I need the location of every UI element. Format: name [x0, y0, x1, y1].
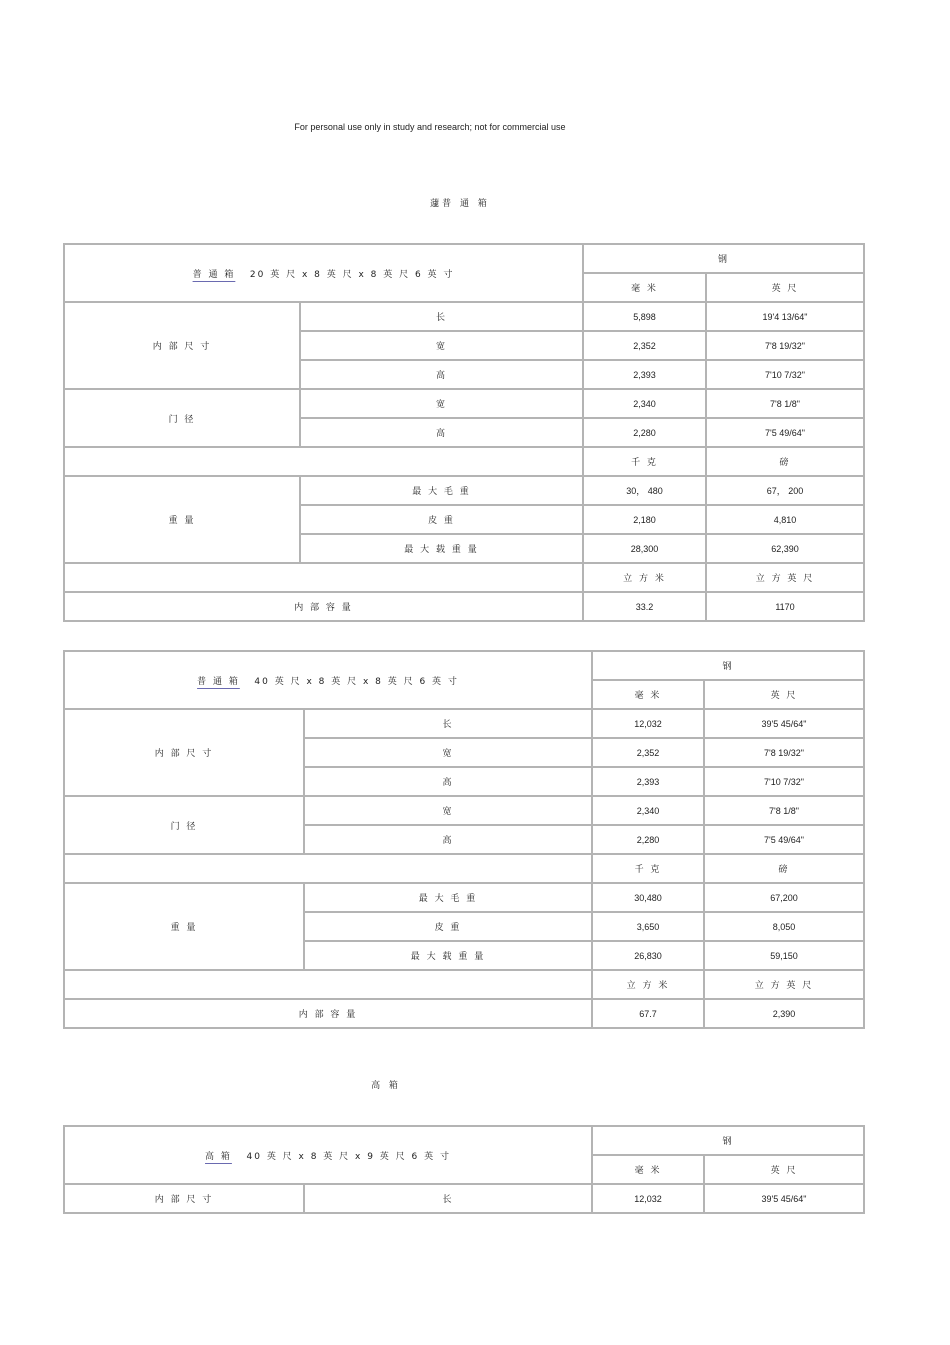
internal-dimensions-label: 内 部 尺 寸 [64, 709, 304, 796]
capacity-ft3: 1170 [706, 592, 864, 621]
gross-weight-label: 最 大 毛 重 [300, 476, 583, 505]
unit-mm-header: 毫 米 [592, 680, 704, 709]
payload-label: 最 大 载 重 量 [300, 534, 583, 563]
spec-table-20ft [63, 243, 865, 622]
unit-ft-header: 英 尺 [704, 680, 864, 709]
height-label: 高 [300, 360, 583, 389]
tare-weight-label: 皮 重 [300, 505, 583, 534]
table-title [64, 651, 592, 709]
weight-label: 重 量 [64, 476, 300, 563]
door-opening-label: 门 径 [64, 796, 304, 854]
height-label: 高 [304, 767, 592, 796]
material-header: 钢 [583, 244, 864, 273]
door-height-label: 高 [300, 418, 583, 447]
material-header: 钢 [592, 1126, 864, 1155]
length-ft: 39'5 45/64" [704, 709, 864, 738]
unit-ft-header: 英 尺 [706, 273, 864, 302]
gross-weight-label: 最 大 毛 重 [304, 883, 592, 912]
title-main: 普 通 箱 [192, 269, 236, 280]
internal-dimensions-label: 内 部 尺 寸 [64, 302, 300, 389]
unit-mm-header: 毫 米 [583, 273, 706, 302]
weight-label: 重 量 [64, 883, 304, 970]
title-dimensions: 40 英 尺 x 8 英 尺 x 9 英 尺 6 英 寸 [246, 1151, 451, 1162]
unit-kg-header: 千 克 [592, 854, 704, 883]
width-label: 宽 [304, 738, 592, 767]
tare-weight-kg: 2,180 [583, 505, 706, 534]
door-height-label: 高 [304, 825, 592, 854]
blank-cell [64, 563, 583, 592]
length-label: 长 [304, 709, 592, 738]
unit-mm-header: 毫 米 [592, 1155, 704, 1184]
length-label: 长 [304, 1184, 592, 1213]
gross-weight-lb: 67， 200 [706, 476, 864, 505]
length-mm: 5,898 [583, 302, 706, 331]
width-ft: 7'8 19/32" [706, 331, 864, 360]
door-opening-label: 门 径 [64, 389, 300, 447]
internal-dimensions-label: 内 部 尺 寸 [64, 1184, 304, 1213]
title-main: 普 通 箱 [197, 676, 240, 687]
table-title [64, 1126, 592, 1184]
title-main: 高 箱 [205, 1151, 232, 1162]
tare-weight-label: 皮 重 [304, 912, 592, 941]
door-width-label: 宽 [304, 796, 592, 825]
table-title [64, 244, 583, 302]
height-mm: 2,393 [583, 360, 706, 389]
title-dimensions: 20 英 尺 x 8 英 尺 x 8 英 尺 6 英 寸 [249, 269, 455, 280]
door-height-ft: 7'5 49/64" [704, 825, 864, 854]
payload-label: 最 大 载 重 量 [304, 941, 592, 970]
unit-ft3-header: 立 方 英 尺 [706, 563, 864, 592]
capacity-label: 内 部 容 量 [64, 999, 592, 1028]
unit-m3-header: 立 方 米 [583, 563, 706, 592]
section-heading-standard: 蘧普 通 箱 [430, 199, 490, 209]
unit-ft-header: 英 尺 [704, 1155, 864, 1184]
door-width-ft: 7'8 1/8" [706, 389, 864, 418]
tare-weight-kg: 3,650 [592, 912, 704, 941]
length-ft: 19'4 13/64" [706, 302, 864, 331]
capacity-m3: 67.7 [592, 999, 704, 1028]
door-width-mm: 2,340 [583, 389, 706, 418]
length-ft: 39'5 45/64" [704, 1184, 864, 1213]
width-ft: 7'8 19/32" [704, 738, 864, 767]
door-height-ft: 7'5 49/64" [706, 418, 864, 447]
width-mm: 2,352 [592, 738, 704, 767]
length-mm: 12,032 [592, 1184, 704, 1213]
gross-weight-kg: 30， 480 [583, 476, 706, 505]
capacity-m3: 33.2 [583, 592, 706, 621]
usage-notice: For personal use only in study and research; not for commercial use [294, 122, 566, 132]
unit-lb-header: 磅 [704, 854, 864, 883]
door-width-mm: 2,340 [592, 796, 704, 825]
spec-table-40ft [63, 650, 865, 1029]
blank-cell [64, 970, 592, 999]
width-label: 宽 [300, 331, 583, 360]
door-width-ft: 7'8 1/8" [704, 796, 864, 825]
unit-ft3-header: 立 方 英 尺 [704, 970, 864, 999]
payload-kg: 26,830 [592, 941, 704, 970]
door-height-mm: 2,280 [583, 418, 706, 447]
tare-weight-lb: 8,050 [704, 912, 864, 941]
payload-lb: 62,390 [706, 534, 864, 563]
unit-kg-header: 千 克 [583, 447, 706, 476]
length-label: 长 [300, 302, 583, 331]
section-heading-high-cube: 高 箱 [371, 1081, 401, 1091]
material-header: 钢 [592, 651, 864, 680]
length-mm: 12,032 [592, 709, 704, 738]
door-width-label: 宽 [300, 389, 583, 418]
capacity-ft3: 2,390 [704, 999, 864, 1028]
height-ft: 7'10 7/32" [704, 767, 864, 796]
gross-weight-lb: 67,200 [704, 883, 864, 912]
capacity-label: 内 部 容 量 [64, 592, 583, 621]
payload-kg: 28,300 [583, 534, 706, 563]
payload-lb: 59,150 [704, 941, 864, 970]
title-dimensions: 40 英 尺 x 8 英 尺 x 8 英 尺 6 英 寸 [254, 676, 459, 687]
tare-weight-lb: 4,810 [706, 505, 864, 534]
height-mm: 2,393 [592, 767, 704, 796]
height-ft: 7'10 7/32" [706, 360, 864, 389]
blank-cell [64, 854, 592, 883]
unit-m3-header: 立 方 米 [592, 970, 704, 999]
width-mm: 2,352 [583, 331, 706, 360]
door-height-mm: 2,280 [592, 825, 704, 854]
unit-lb-header: 磅 [706, 447, 864, 476]
gross-weight-kg: 30,480 [592, 883, 704, 912]
spec-table-high-cube [63, 1125, 865, 1214]
blank-cell [64, 447, 583, 476]
